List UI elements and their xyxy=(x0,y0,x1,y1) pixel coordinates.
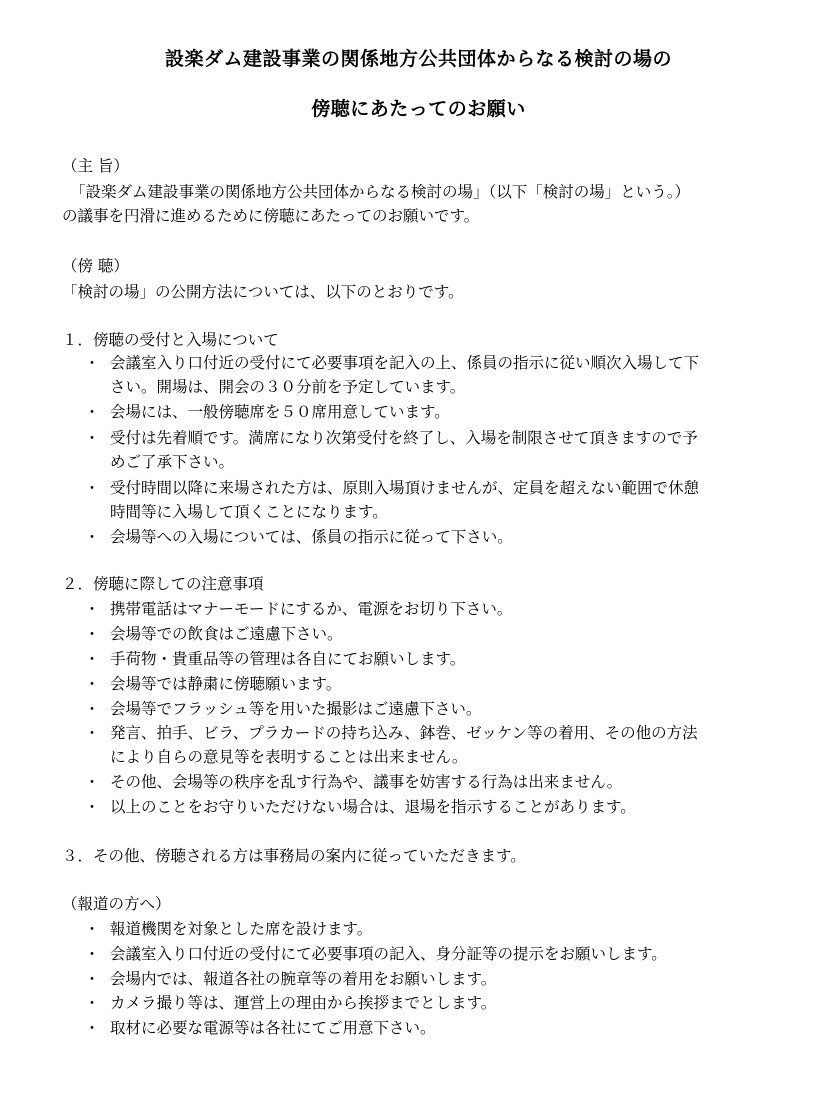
list-item-text: 会場等への入場については、係員の指示に従って下さい。 xyxy=(110,528,513,546)
list-item-text: カメラ撮り等は、運営上の理由から挨拶までとします。 xyxy=(110,994,497,1012)
list-item-text: 会議室入り口付近の受付にて必要事項を記入の上、係員の指示に従い順次入場して下 xyxy=(110,354,700,372)
section1-heading: １．傍聴の受付と入場について xyxy=(62,331,279,349)
bullet-marker: ・ xyxy=(84,920,100,938)
list-item-text: 以上のことをお守りいただけない場合は、退場を指示することがあります。 xyxy=(110,798,636,816)
bullet-marker: ・ xyxy=(84,625,100,643)
bullet-marker: ・ xyxy=(84,354,100,372)
listening-intro: 「検討の場」の公開方法については、以下のとおりです。 xyxy=(62,283,464,301)
list-item-text: 受付時間以降に来場された方は、原則入場頂けませんが、定員を超えない範囲で休憩 xyxy=(110,479,700,497)
list-item-text: 会場等での飲食はご遠慮下さい。 xyxy=(110,625,343,643)
bullet-marker: ・ xyxy=(84,650,100,668)
bullet-marker: ・ xyxy=(84,994,100,1012)
document-title-line-1: 設楽ダム建設事業の関係地方公共団体からなる検討の場の xyxy=(164,48,672,70)
list-item-text: 会場等では静粛に傍聴願います。 xyxy=(110,675,342,693)
bullet-marker: ・ xyxy=(84,403,100,421)
bullet-marker: ・ xyxy=(84,700,100,718)
list-item-text: 会場等でフラッシュ等を用いた撮影はご遠慮下さい。 xyxy=(110,700,482,718)
bullet-marker: ・ xyxy=(84,600,100,618)
list-item-text: により自らの意見等を表明することは出来ません。 xyxy=(110,748,468,766)
list-item-text: 受付は先着順です。満席になり次第受付を終了し、入場を制限させて頂きますので予 xyxy=(110,429,698,447)
bullet-marker: ・ xyxy=(84,429,100,447)
section3-heading: ３．その他、傍聴される方は事務局の案内に従っていただきます。 xyxy=(62,847,526,865)
bullet-marker: ・ xyxy=(84,970,100,988)
list-item-text: さい。開場は、開会の３０分前を予定しています。 xyxy=(110,378,466,396)
list-item-text: 手荷物・貴重品等の管理は各自にてお願いします。 xyxy=(110,650,466,668)
bullet-marker: ・ xyxy=(84,675,100,693)
purpose-text-line-2: の議事を円滑に進めるために傍聴にあたってのお願いです。 xyxy=(62,207,480,225)
section2-heading: ２．傍聴に際しての注意事項 xyxy=(62,575,264,593)
list-item-text: 発言、拍手、ビラ、プラカードの持ち込み、鉢巻、ゼッケン等の着用、その他の方法 xyxy=(110,724,698,742)
bullet-marker: ・ xyxy=(84,479,100,497)
bullet-marker: ・ xyxy=(84,773,100,791)
press-heading: （報道の方へ） xyxy=(62,895,171,913)
purpose-heading: （主 旨） xyxy=(62,157,129,175)
bullet-marker: ・ xyxy=(84,945,100,963)
bullet-marker: ・ xyxy=(84,528,100,546)
list-item-text: 取材に必要な電源等は各社にてご用意下さい。 xyxy=(110,1019,436,1037)
bullet-marker: ・ xyxy=(84,798,100,816)
listening-heading: （傍 聴） xyxy=(62,257,129,275)
list-item-text: 携帯電話はマナーモードにするか、電源をお切り下さい。 xyxy=(110,600,513,618)
list-item-text: 会場内では、報道各社の腕章等の着用をお願いします。 xyxy=(110,970,497,988)
list-item-text: 報道機関を対象とした席を設けます。 xyxy=(110,920,373,938)
list-item-text: めご了承下さい。 xyxy=(110,453,235,471)
bullet-marker: ・ xyxy=(84,724,100,742)
list-item-text: 時間等に入場して頂くことになります。 xyxy=(110,503,388,521)
document-title-line-2: 傍聴にあたってのお願い xyxy=(311,98,526,120)
purpose-text-line-1: 「設楽ダム建設事業の関係地方公共団体からなる検討の場」（以下「検討の場」という。） xyxy=(70,183,691,201)
list-item-text: その他、会場等の秩序を乱す行為や、議事を妨害する行為は出来ません。 xyxy=(110,773,623,791)
bullet-marker: ・ xyxy=(84,1019,100,1037)
list-item-text: 会議室入り口付近の受付にて必要事項の記入、身分証等の提示をお願いします。 xyxy=(110,945,667,963)
list-item-text: 会場には、一般傍聴席を５０席用意しています。 xyxy=(110,403,450,421)
